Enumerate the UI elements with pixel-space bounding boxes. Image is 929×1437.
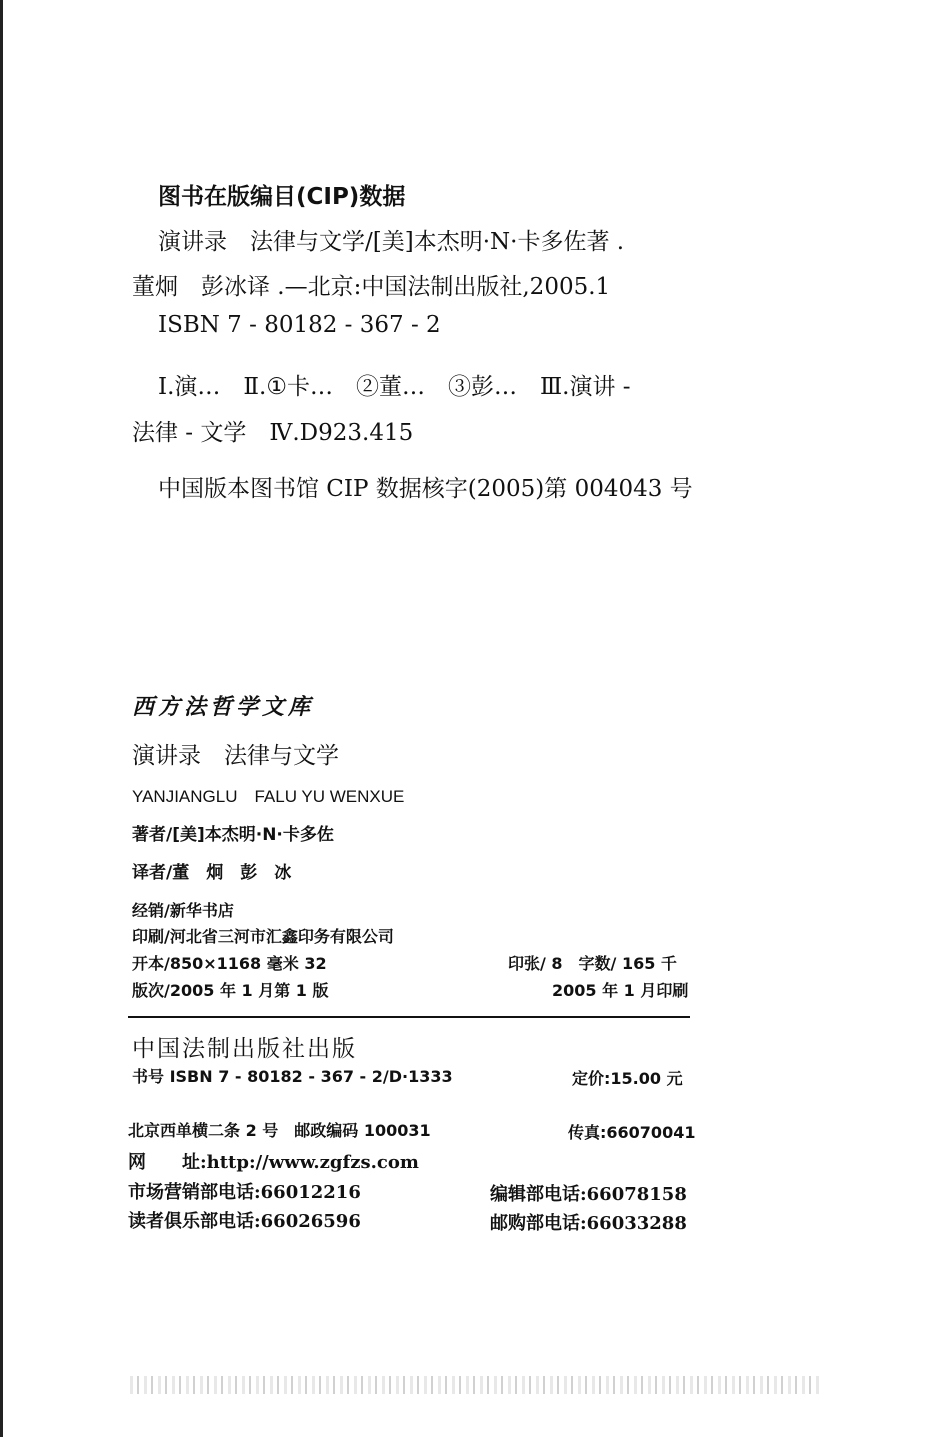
sheets-wordcount: 印张/ 8 字数/ 165 千 — [508, 954, 677, 973]
edition: 版次/2005 年 1 月第 1 版 — [132, 981, 329, 1000]
author: 著者/[美]本杰明·N·卡多佐 — [132, 825, 334, 845]
printer: 印刷/河北省三河市汇鑫印务有限公司 — [132, 927, 394, 946]
cip-isbn: ISBN 7 - 80182 - 367 - 2 — [158, 312, 441, 338]
distributor: 经销/新华书店 — [132, 901, 234, 920]
divider — [128, 1016, 690, 1018]
cip-line-2: 董炯 彭冰译 .—北京:中国法制出版社,2005.1 — [132, 274, 611, 300]
cip-line-1: 演讲录 法律与文学/[美]本杰明·N·卡多佐著 . — [158, 229, 625, 255]
series-name: 西方法哲学文库 — [132, 694, 315, 720]
cip-classification-1: Ⅰ.演… Ⅱ.①卡… ②董… ③彭… Ⅲ.演讲 - — [158, 374, 631, 400]
mail-order-phone: 邮购部电话:66033288 — [490, 1213, 687, 1234]
fax: 传真:66070041 — [568, 1123, 696, 1142]
format: 开本/850×1168 毫米 32 — [132, 954, 327, 973]
book-number: 书号 ISBN 7 - 80182 - 367 - 2/D·1333 — [132, 1067, 453, 1086]
publisher: 中国法制出版社出版 — [132, 1036, 357, 1062]
scan-noise — [130, 1376, 820, 1394]
book-title: 演讲录 法律与文学 — [132, 743, 339, 769]
cip-classification-2: 法律 - 文学 Ⅳ.D923.415 — [132, 420, 414, 446]
book-title-pinyin: YANJIANGLU FALU YU WENXUE — [132, 787, 405, 806]
cip-record-number: 中国版本图书馆 CIP 数据核字(2005)第 004043 号 — [158, 476, 693, 502]
marketing-phone: 市场营销部电话:66012216 — [128, 1182, 361, 1203]
address: 北京西单横二条 2 号 邮政编码 100031 — [128, 1121, 431, 1140]
readers-club-phone: 读者俱乐部电话:66026596 — [128, 1211, 361, 1232]
cip-title: 图书在版编目(CIP)数据 — [158, 184, 406, 210]
printing-date: 2005 年 1 月印刷 — [552, 981, 689, 1000]
page-edge — [0, 0, 3, 1437]
translator: 译者/董 炯 彭 冰 — [132, 863, 292, 883]
editorial-phone: 编辑部电话:66078158 — [490, 1184, 687, 1205]
website: 网 址:http://www.zgfzs.com — [128, 1152, 419, 1173]
price: 定价:15.00 元 — [572, 1069, 683, 1088]
